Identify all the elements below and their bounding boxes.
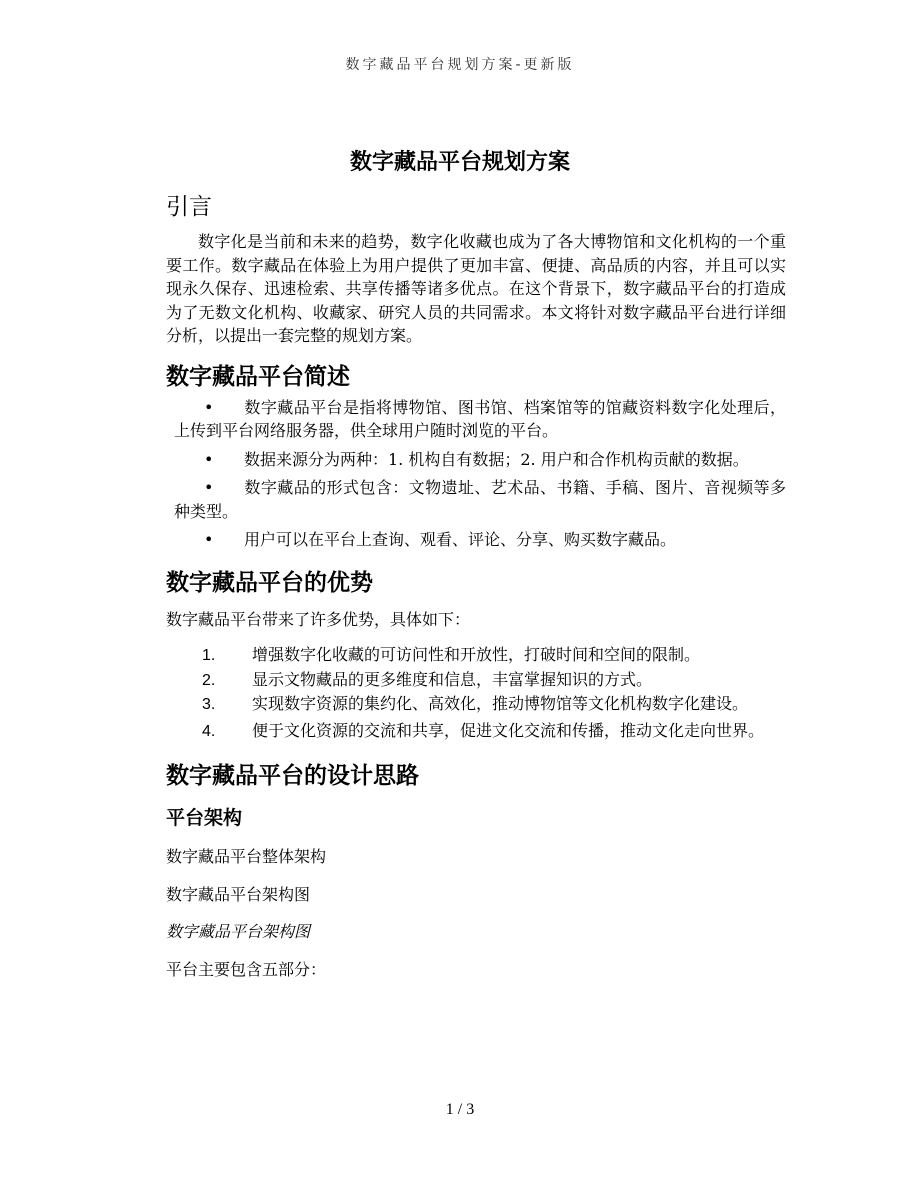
bullet-list-item	[166, 476, 786, 523]
numbered-list-item	[166, 643, 786, 668]
page-number: 1 / 3	[445, 1101, 475, 1118]
item-text: 增强数字化收藏的可访问性和开放性，打破时间和空间的限制。	[252, 645, 701, 664]
item-number: 3.	[202, 696, 216, 713]
intro-paragraph: 数字化是当前和未来的趋势，数字化收藏也成为了各大博物馆和文化机构的一个重要工作。数字藏品在体验上为用户提供了更加丰富、便捷、高品质的内容，并且可以实现永久保存、迅速检索、共享传播等诸多优点。在这个背景下，数字藏品平台的打造成为了无数文化机构、收藏家、研究人员的共同需求。本文将针对数字藏品平台进行详细分析，以提出一套完整的规划方案。	[166, 232, 786, 345]
item-text: 便于文化资源的交流和共享，促进文化交流和传播，推动文化走向世界。	[252, 720, 765, 740]
bullet-text: 数字藏品平台是指将博物馆、图书馆、档案馆等的馆藏资料数字化处理后，上传到平台网络服务器，供全球用户随时浏览的平台。	[174, 397, 786, 440]
section-heading-overview: 数字藏品平台简述	[166, 363, 350, 390]
bullet-icon: •	[204, 530, 214, 549]
bullet-list-item	[166, 448, 786, 472]
advantages-lead: 数字藏品平台带来了许多优势，具体如下：	[166, 609, 471, 629]
section-heading-intro: 引言	[166, 194, 212, 220]
bullet-text: 数据来源分为两种：1. 机构自有数据；2. 用户和合作机构贡献的数据。	[244, 449, 749, 469]
advantages-numbered-list	[166, 643, 786, 743]
section-heading-advantages: 数字藏品平台的优势	[166, 569, 373, 596]
subheading-architecture: 平台架构	[166, 807, 243, 829]
bullet-text: 数字藏品的形式包含：文物遗址、艺术品、书籍、手稿、图片、音视频等多种类型。	[174, 478, 786, 521]
item-text: 实现数字资源的集约化、高效化，推动博物馆等文化机构数字化建设。	[252, 694, 749, 713]
overview-bullet-list	[166, 396, 786, 552]
bullet-icon: •	[204, 397, 214, 417]
figure-caption: 数字藏品平台架构图	[166, 922, 311, 941]
design-line: 数字藏品平台整体架构	[166, 847, 327, 866]
bullet-icon: •	[204, 449, 214, 469]
bullet-text: 用户可以在平台上查询、观看、评论、分享、购买数字藏品。	[244, 530, 677, 549]
design-line: 数字藏品平台架构图	[166, 884, 311, 904]
item-number: 4.	[202, 722, 216, 740]
section-heading-design: 数字藏品平台的设计思路	[166, 763, 419, 789]
bullet-list-item	[166, 528, 786, 552]
page-header: 数字藏品平台规划方案-更新版	[345, 57, 575, 73]
numbered-list-item	[166, 692, 786, 717]
bullet-icon: •	[204, 478, 214, 497]
document-title: 数字藏品平台规划方案	[349, 150, 570, 175]
item-number: 2.	[202, 671, 216, 689]
bullet-list-item	[166, 396, 786, 443]
numbered-list-item	[166, 668, 786, 693]
numbered-list-item	[166, 719, 786, 744]
item-text: 显示文物藏品的更多维度和信息，丰富掌握知识的方式。	[252, 669, 653, 689]
document-body	[166, 190, 786, 981]
item-number: 1.	[202, 647, 216, 664]
parts-intro: 平台主要包含五部分：	[166, 959, 327, 979]
